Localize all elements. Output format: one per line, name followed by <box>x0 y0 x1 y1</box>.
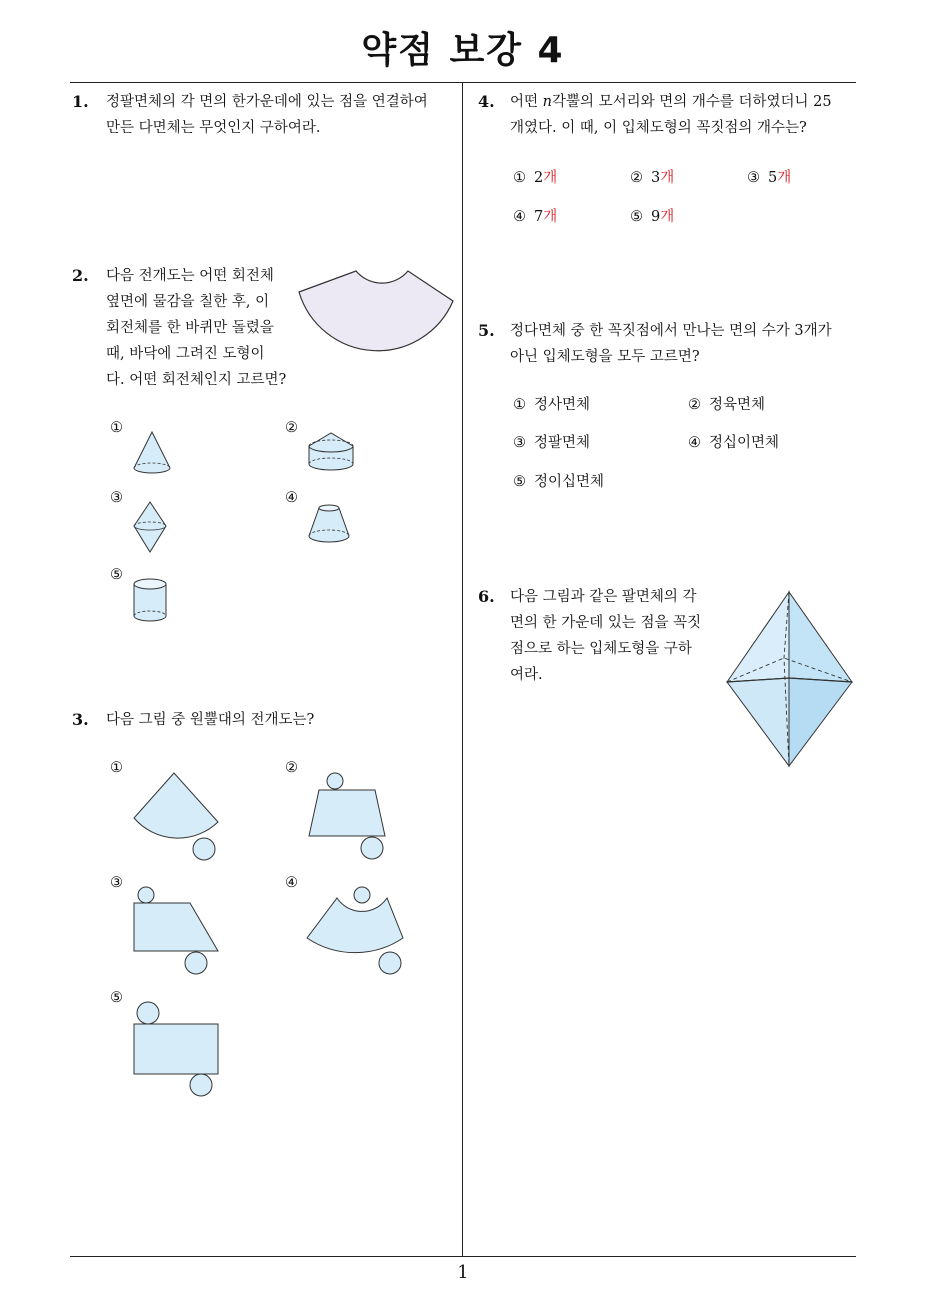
bottom-rule <box>70 1256 856 1257</box>
annular-sector-net-figure <box>295 265 457 353</box>
sector-with-circle-net <box>130 770 224 864</box>
q5-option-5[interactable] <box>513 472 604 492</box>
q3-option-1-label[interactable]: ① <box>110 760 123 776</box>
q4-option-1[interactable] <box>513 168 557 188</box>
frustum-icon <box>305 500 353 546</box>
q3-option-5-label[interactable]: ⑤ <box>110 990 123 1006</box>
q4-option-4-unit: 개 <box>543 209 558 225</box>
q5-number: 5. <box>478 321 495 340</box>
rectangle-with-circles-net <box>130 998 222 1100</box>
q4-option-3-unit: 개 <box>777 170 792 186</box>
q4-option-3[interactable] <box>747 168 791 188</box>
q2-option-1-label[interactable]: ① <box>110 420 123 436</box>
q2-text <box>106 263 306 393</box>
q4-variable-n: n <box>542 94 552 110</box>
cone-icon <box>130 430 174 476</box>
q5-option-4-mark: ④ <box>688 435 701 451</box>
q4-option-5-unit: 개 <box>660 209 675 225</box>
q4-option-1-value: 2 <box>534 170 544 186</box>
q4-option-2-value: 3 <box>651 170 661 186</box>
q6-line-3: 점으로 하는 입체도형을 구하 <box>510 641 692 657</box>
q2-option-4-label[interactable]: ④ <box>285 490 298 506</box>
q4-option-5-mark: ⑤ <box>630 209 643 225</box>
q3-option-3-label[interactable]: ③ <box>110 875 123 891</box>
column-divider <box>462 82 463 1257</box>
q5-option-3-mark: ③ <box>513 435 526 451</box>
q3-option-4-label[interactable]: ④ <box>285 875 298 891</box>
q5-option-2-label: 정육면체 <box>709 397 766 413</box>
q4-option-4-mark: ④ <box>513 209 526 225</box>
q2-option-2-label[interactable]: ② <box>285 420 298 436</box>
cylinder-with-cone-icon <box>305 430 357 474</box>
q6-line-4: 여라. <box>510 667 543 683</box>
q4-option-5-value: 9 <box>651 209 661 225</box>
q2-option-3-label[interactable]: ③ <box>110 490 123 506</box>
q1-line-2: 만든 다면체는 무엇인지 구하여라. <box>106 120 321 136</box>
q6-line-2: 면의 한 가운데 있는 점을 꼭짓 <box>510 615 702 631</box>
q3-text <box>106 707 456 733</box>
q4-option-3-value: 5 <box>768 170 778 186</box>
q4-line-1-pre: 어떤 <box>510 94 543 110</box>
q4-option-4[interactable] <box>513 207 557 227</box>
trapezoid-with-circles-net <box>305 770 391 862</box>
q5-option-2[interactable] <box>688 395 765 415</box>
q4-option-2-unit: 개 <box>660 170 675 186</box>
double-cone-icon <box>132 500 168 554</box>
q2-line-4: 때, 바닥에 그려진 도형이 <box>106 346 265 362</box>
q6-line-1: 다음 그림과 같은 팔면체의 각 <box>510 589 697 605</box>
q5-option-3[interactable] <box>513 433 590 453</box>
q4-number: 4. <box>478 92 495 111</box>
q5-text <box>510 318 862 370</box>
q3-number: 3. <box>72 710 89 729</box>
q4-line-1-post: 각뿔의 모서리와 면의 개수를 더하였더니 25 <box>551 94 832 110</box>
right-trapezoid-with-circles-net <box>130 884 222 976</box>
cylinder-icon <box>130 574 170 626</box>
q4-option-2-mark: ② <box>630 170 643 186</box>
q2-option-5-label[interactable]: ⑤ <box>110 567 123 583</box>
q4-text <box>510 89 860 141</box>
q1-text <box>106 89 458 141</box>
q6-text <box>510 584 715 688</box>
q5-option-4[interactable] <box>688 433 779 453</box>
q4-option-4-value: 7 <box>534 209 544 225</box>
q4-option-1-mark: ① <box>513 170 526 186</box>
q2-line-3: 회전체를 한 바퀴만 돌렸을 <box>106 320 274 336</box>
q3-line-1: 다음 그림 중 원뿔대의 전개도는? <box>106 712 315 728</box>
q5-option-5-label: 정이십면체 <box>534 474 605 490</box>
q5-option-4-label: 정십이면체 <box>709 435 780 451</box>
q6-number: 6. <box>478 587 495 606</box>
page-title: 약점 보강 4 <box>361 30 565 71</box>
q1-number: 1. <box>72 92 89 111</box>
q5-line-2: 아닌 입체도형을 모두 고르면? <box>510 349 700 365</box>
q2-line-5: 다. 어떤 회전체인지 고르면? <box>106 372 287 388</box>
q4-option-1-unit: 개 <box>543 170 558 186</box>
q1-line-1: 정팔면체의 각 면의 한가운데에 있는 점을 연결하여 <box>106 94 428 110</box>
octahedron-figure <box>722 588 856 770</box>
page-number: 1 <box>457 1262 469 1283</box>
q5-option-1-mark: ① <box>513 397 526 413</box>
q2-number: 2. <box>72 266 89 285</box>
q5-option-5-mark: ⑤ <box>513 474 526 490</box>
q5-option-1[interactable] <box>513 395 590 415</box>
q4-line-1 <box>510 89 860 115</box>
q5-option-1-label: 정사면체 <box>534 397 591 413</box>
q3-option-2-label[interactable]: ② <box>285 760 298 776</box>
q5-option-3-label: 정팔면체 <box>534 435 591 451</box>
q4-option-2[interactable] <box>630 168 674 188</box>
annular-sector-with-circles-net <box>303 884 407 976</box>
top-rule <box>70 82 856 83</box>
q2-line-1: 다음 전개도는 어떤 회전체 <box>106 268 274 284</box>
q5-line-1: 정다면체 중 한 꼭짓점에서 만나는 면의 수가 3개가 <box>510 323 832 339</box>
q4-line-2: 개였다. 이 때, 이 입체도형의 꼭짓점의 개수는? <box>510 120 807 136</box>
q4-option-5[interactable] <box>630 207 674 227</box>
q4-option-3-mark: ③ <box>747 170 760 186</box>
q5-option-2-mark: ② <box>688 397 701 413</box>
q2-line-2: 옆면에 물감을 칠한 후, 이 <box>106 294 270 310</box>
